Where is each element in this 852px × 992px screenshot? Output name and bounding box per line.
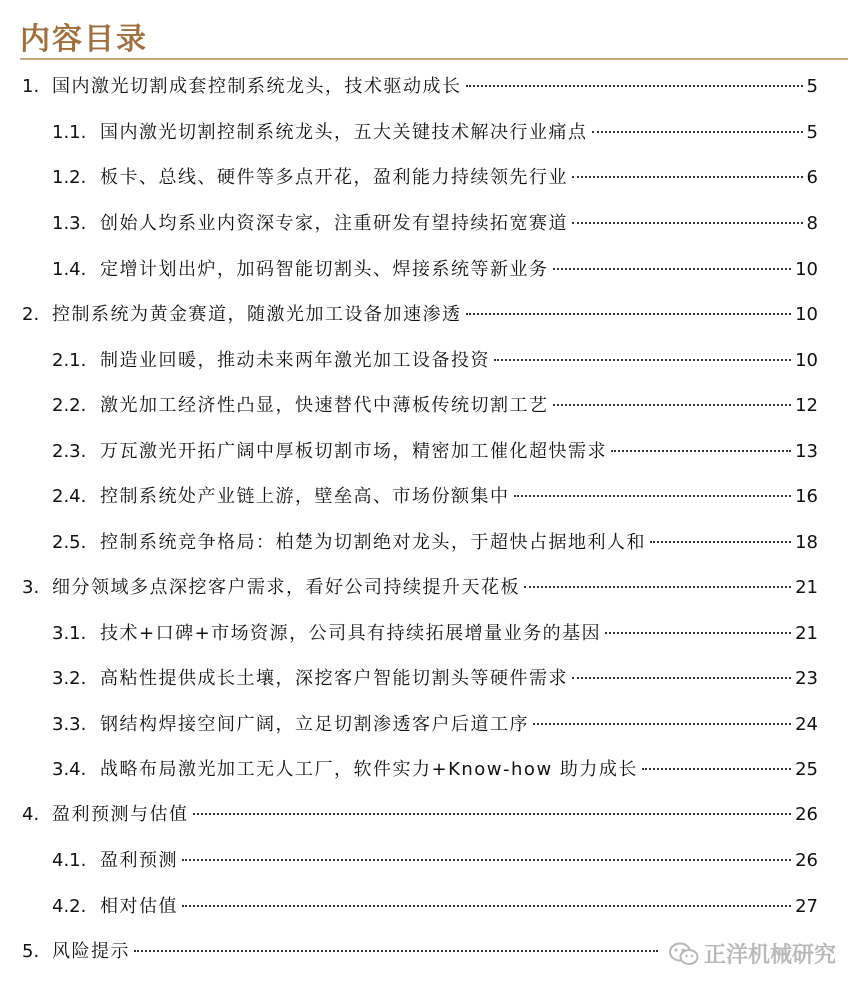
toc-dot-leader <box>553 268 792 270</box>
toc-entry-title: 板卡、总线、硬件等多点开花，盈利能力持续领先行业 <box>100 167 568 188</box>
toc-entry-number: 1.1. <box>52 122 87 143</box>
toc-entry-page: 25 <box>795 759 818 780</box>
toc-entry[interactable] <box>52 710 818 740</box>
toc-entry-title: 相对估值 <box>100 896 178 917</box>
toc-entry[interactable] <box>52 528 818 558</box>
toc-entry-number: 2.2. <box>52 395 87 416</box>
toc-heading: 内容目录 <box>20 22 148 57</box>
toc-dot-leader <box>642 768 791 770</box>
toc-dot-leader <box>650 541 791 543</box>
heading-divider <box>20 58 848 60</box>
toc-entry[interactable] <box>52 437 818 467</box>
toc-entry-page: 10 <box>795 350 818 371</box>
toc-entry-title: 激光加工经济性凸显，快速替代中薄板传统切割工艺 <box>100 395 549 416</box>
toc-entry-title: 细分领域多点深挖客户需求，看好公司持续提升天花板 <box>52 577 520 598</box>
toc-dot-leader <box>466 313 792 315</box>
toc-entry-number: 1. <box>22 76 40 97</box>
toc-entry-number: 4.1. <box>52 850 87 871</box>
toc-entry-title: 战略布局激光加工无人工厂，软件实力+Know-how 助力成长 <box>100 759 638 780</box>
toc-entry-title: 万瓦激光开拓广阔中厚板切割市场，精密加工催化超快需求 <box>100 441 607 462</box>
toc-entry[interactable] <box>52 846 818 876</box>
toc-entry-page: 16 <box>795 486 818 507</box>
toc-entry[interactable] <box>52 163 818 193</box>
toc-entry-number: 2.1. <box>52 350 87 371</box>
wechat-icon <box>668 941 700 967</box>
toc-dot-leader <box>524 586 791 588</box>
toc-entry-page: 8 <box>806 213 818 234</box>
toc-dot-leader <box>514 495 792 497</box>
toc-dot-leader <box>605 632 791 634</box>
toc-dot-leader <box>572 222 803 224</box>
toc-entry-title: 控制系统竞争格局：柏楚为切割绝对龙头，于超快占据地利人和 <box>100 532 646 553</box>
toc-entry-title: 盈利预测 <box>100 850 178 871</box>
toc-entry-number: 5. <box>22 941 40 962</box>
toc-dot-leader <box>592 131 803 133</box>
toc-entry-number: 4. <box>22 804 40 825</box>
toc-entry-number: 3.2. <box>52 668 87 689</box>
toc-entry[interactable] <box>52 209 818 239</box>
toc-entry[interactable] <box>52 118 818 148</box>
toc-entry-page: 12 <box>795 395 818 416</box>
toc-entry-number: 2. <box>22 304 40 325</box>
toc-entry[interactable] <box>52 892 818 922</box>
toc-entry[interactable] <box>22 573 818 603</box>
toc-entry[interactable] <box>52 664 818 694</box>
toc-dot-leader <box>182 859 791 861</box>
toc-entry-title: 定增计划出炉，加码智能切割头、焊接系统等新业务 <box>100 259 549 280</box>
toc-entry[interactable] <box>52 346 818 376</box>
toc-entry-page: 21 <box>795 623 818 644</box>
toc-dot-leader <box>494 359 791 361</box>
toc-entry-page: 27 <box>795 896 818 917</box>
toc-entry-page: 5 <box>806 76 818 97</box>
toc-entry-page: 26 <box>795 804 818 825</box>
toc-entry-page: 5 <box>806 122 818 143</box>
toc-entry-page: 18 <box>795 532 818 553</box>
toc-entry-number: 2.3. <box>52 441 87 462</box>
toc-entry-number: 3. <box>22 577 40 598</box>
toc-entry-title: 国内激光切割控制系统龙头，五大关键技术解决行业痛点 <box>100 122 588 143</box>
toc-entry[interactable] <box>22 72 818 102</box>
toc-entry[interactable] <box>22 800 818 830</box>
watermark <box>668 938 836 969</box>
toc-entry-number: 3.3. <box>52 714 87 735</box>
toc-entry-title: 钢结构焊接空间广阔，立足切割渗透客户后道工序 <box>100 714 529 735</box>
toc-entry-title: 制造业回暖，推动未来两年激光加工设备投资 <box>100 350 490 371</box>
toc-entry-number: 4.2. <box>52 896 87 917</box>
toc-dot-leader <box>533 723 791 725</box>
toc-entry[interactable] <box>22 300 818 330</box>
toc-entry-number: 1.2. <box>52 167 87 188</box>
toc-entry[interactable] <box>52 755 818 785</box>
toc-entry-number: 2.5. <box>52 532 87 553</box>
toc-entry-number: 2.4. <box>52 486 87 507</box>
toc-entry-page: 21 <box>795 577 818 598</box>
toc-dot-leader <box>193 813 792 815</box>
toc-entry[interactable] <box>52 619 818 649</box>
toc-entry-title: 风险提示 <box>52 941 130 962</box>
toc-entry-number: 1.3. <box>52 213 87 234</box>
toc-entry-title: 国内激光切割成套控制系统龙头，技术驱动成长 <box>52 76 462 97</box>
toc-entry-page: 6 <box>806 167 818 188</box>
toc-entry[interactable] <box>52 255 818 285</box>
toc-dot-leader <box>182 905 791 907</box>
toc-dot-leader <box>553 404 792 406</box>
toc-entry-number: 3.1. <box>52 623 87 644</box>
toc-dot-leader <box>134 950 658 952</box>
toc-entry-title: 控制系统为黄金赛道，随激光加工设备加速渗透 <box>52 304 462 325</box>
toc-entry-title: 控制系统处产业链上游，壁垒高、市场份额集中 <box>100 486 510 507</box>
toc-entry[interactable] <box>52 391 818 421</box>
toc-entry-page: 23 <box>795 668 818 689</box>
toc-entry-number: 3.4. <box>52 759 87 780</box>
toc-entry-page: 10 <box>795 304 818 325</box>
toc-entry-title: 高粘性提供成长土壤，深挖客户智能切割头等硬件需求 <box>100 668 568 689</box>
toc-dot-leader <box>611 450 791 452</box>
toc-entry-title: 盈利预测与估值 <box>52 804 189 825</box>
toc-entry[interactable] <box>52 482 818 512</box>
toc-dot-leader <box>572 677 791 679</box>
toc-entry-page: 10 <box>795 259 818 280</box>
toc-entry-page: 24 <box>795 714 818 735</box>
toc-dot-leader <box>572 176 803 178</box>
watermark-text: 正洋机械研究 <box>704 943 837 968</box>
toc-dot-leader <box>466 85 803 87</box>
toc-entry-page: 13 <box>795 441 818 462</box>
toc-entry-page: 26 <box>795 850 818 871</box>
toc-entry-title: 创始人均系业内资深专家，注重研发有望持续拓宽赛道 <box>100 213 568 234</box>
toc-entry-title: 技术+口碑+市场资源，公司具有持续拓展增量业务的基因 <box>100 623 602 644</box>
toc-entry-number: 1.4. <box>52 259 87 280</box>
